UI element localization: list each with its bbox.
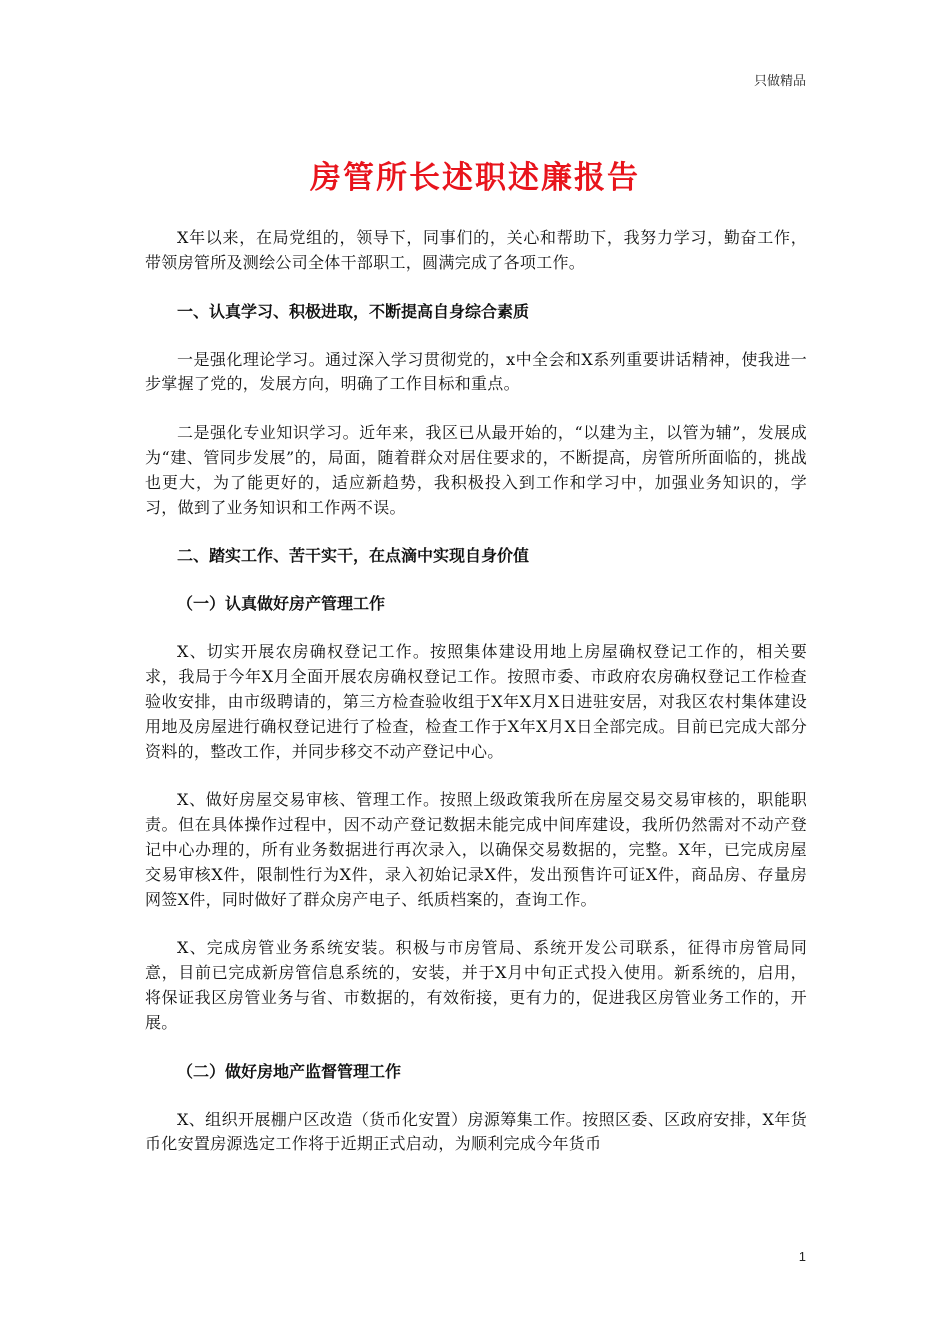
paragraph: X、完成房管业务系统安装。积极与市房管局、系统开发公司联系，征得市房管局同意，目前已完成新房管信息系统的，安装，并于X月中旬正式投入使用。新系统的，启用，将保证我区房管业务与省、市数据的，有效衔接，更有力的，促进我区房管业务工作的，开展。 bbox=[145, 938, 807, 1032]
document-body bbox=[145, 226, 807, 1181]
page-number: 1 bbox=[798, 1249, 806, 1264]
paragraph: 一是强化理论学习。通过深入学习贯彻党的，x中全会和X系列重要讲话精神，使我进一步掌握了党的，发展方向，明确了工作目标和重点。 bbox=[145, 349, 807, 394]
paragraph: X、组织开展棚户区改造（货币化安置）房源筹集工作。按照区委、区政府安排，X年货币化安置房源选定工作将于近期正式启动，为顺利完成今年货币 bbox=[145, 1109, 807, 1154]
sub-section-heading: （一）认真做好房产管理工作 bbox=[177, 594, 386, 614]
intro-paragraph: X年以来，在局党组的，领导下，同事们的，关心和帮助下，我努力学习，勤奋工作，带领房管所及测绘公司全体干部职工，圆满完成了各项工作。 bbox=[145, 228, 807, 272]
section-heading: 一、认真学习、积极进取，不断提高自身综合素质 bbox=[177, 301, 530, 321]
paragraph: 二是强化专业知识学习。近年来，我区已从最开始的，“以建为主，以管为辅”，发展成为“建、管同步发展”的，局面，随着群众对居住要求的，不断提高，房管所所面临的，挑战也更大，为了能更好的，适应新趋势，我积极投入到工作和学习中，加强业务知识的，学习，做到了业务知识和工作两不误。 bbox=[145, 423, 807, 517]
sub-section-heading: （二）做好房地产监督管理工作 bbox=[177, 1061, 402, 1081]
document-title: 房管所长述职述廉报告 bbox=[310, 160, 640, 196]
paragraph: X、做好房屋交易审核、管理工作。按照上级政策我所在房屋交易交易审核的，职能职责。但在具体操作过程中，因不动产登记数据未能完成中间库建设，我所仍然需对不动产登记中心办理的，所有业务数据进行再次录入，以确保交易数据的，完整。X年，已完成房屋交易审核X件，限制性行为X件，录入初始记录X件，发出预售许可证X件，商品房、存量房网签X件，同时做好了群众房产电子、纸质档案的，查询工作。 bbox=[145, 790, 807, 909]
header-note: 只做精品 bbox=[753, 74, 806, 89]
section-heading: 二、踏实工作、苦干实干，在点滴中实现自身价值 bbox=[177, 546, 530, 566]
paragraph: X、切实开展农房确权登记工作。按照集体建设用地上房屋确权登记工作的，相关要求，我局于今年X月全面开展农房确权登记工作。按照市委、市政府农房确权登记工作检查验收安排，由市级聘请的，第三方检查验收组于X年X月X日进驻安居，对我区农村集体建设用地及房屋进行确权登记进行了检查，检查工作于X年X月X日全部完成。目前已完成大部分资料的，整改工作，并同步移交不动产登记中心。 bbox=[145, 642, 807, 761]
